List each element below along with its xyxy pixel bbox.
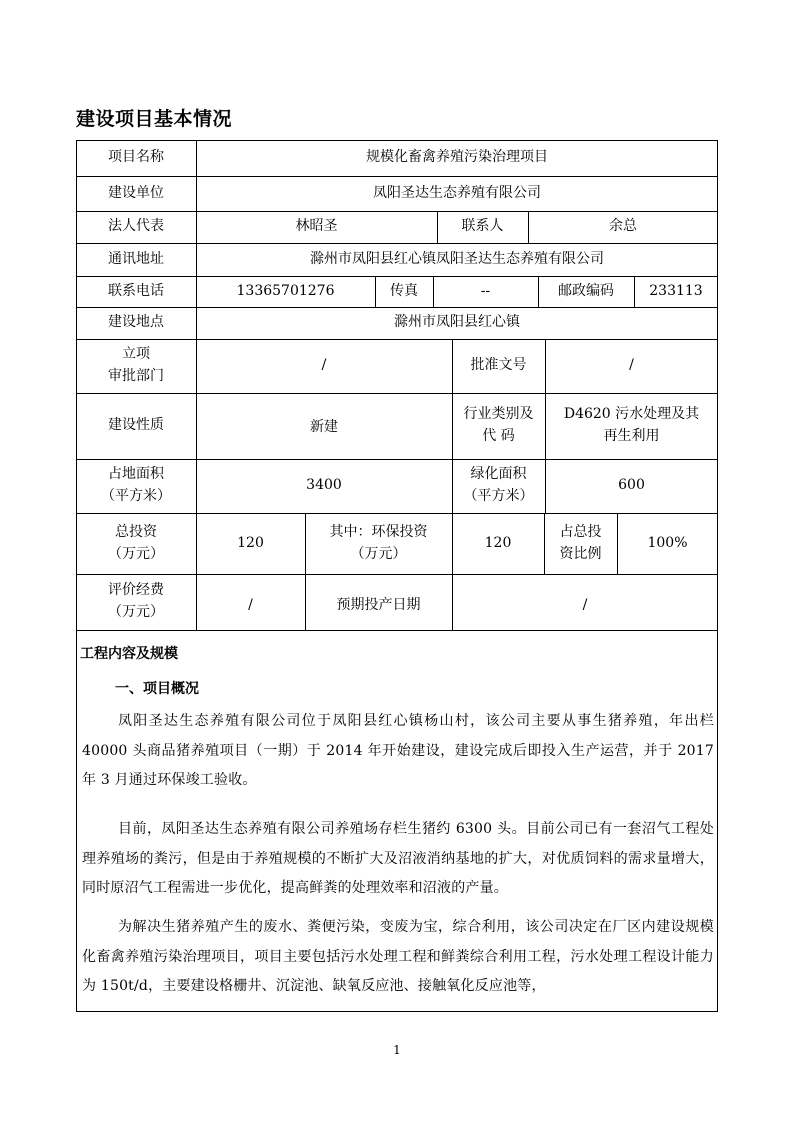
industry-value xyxy=(545,393,718,459)
industry-label-line2: 代 码 xyxy=(482,428,515,444)
approval-dept-label xyxy=(76,339,196,393)
total-invest-value: 120 xyxy=(237,534,264,551)
page-title: 建设项目基本情况 xyxy=(76,108,233,130)
area-label-line1: 占地面积 xyxy=(108,466,164,483)
phone-label: 联系电话 xyxy=(108,282,164,299)
total-invest-label-line2: （万元） xyxy=(108,545,164,562)
page-number: 1 xyxy=(393,1043,401,1057)
industry-value-line1: D4620 污水处理及其 xyxy=(563,406,700,423)
total-invest-label xyxy=(76,513,196,574)
unit-label: 建设单位 xyxy=(108,184,164,201)
paragraph-2: 目前，凤阳圣达生态养殖有限公司养殖场存栏生猪约 6300 头。目前公司已有一套沼气工程处理养殖场的粪污，但是由于养殖规模的不断扩大及沼液消纳基地的扩大，对优质饲料的需求量增大，同时原沼气工程需进一步优化，提高鲜粪的处理效率和沼液的产量。 xyxy=(82,821,714,896)
unit-value: 凤阳圣达生态养殖有限公司 xyxy=(373,184,541,201)
green-area-label xyxy=(452,459,545,513)
nature-label: 建设性质 xyxy=(108,417,164,434)
green-area-label-line2: （平方米） xyxy=(463,488,534,504)
location-label: 建设地点 xyxy=(108,314,164,331)
area-label-line2: （平方米） xyxy=(101,488,171,504)
start-date-label: 预期投产日期 xyxy=(336,597,421,614)
postcode-label: 邮政编码 xyxy=(558,282,614,299)
approval-dept-value: / xyxy=(321,357,327,374)
paragraph-3: 为解决生猪养殖产生的废水、粪便污染，变废为宝，综合利用，该公司决定在厂区内建设规模化畜禽养殖污染治理项目，项目主要包括污水处理工程和鲜粪综合利用工程，污水处理工程设计能力为 150t/d，主要建设格栅井、沉淀池、缺氧反应池、接触氧化反应池等， xyxy=(82,919,714,994)
green-area-label-line1: 绿化面积 xyxy=(470,466,527,483)
subheading: 一、项目概况 xyxy=(115,681,199,697)
total-invest-label-line1: 总投资 xyxy=(115,523,157,540)
eval-fee-label-line1: 评价经费 xyxy=(108,582,164,599)
contact-label: 联系人 xyxy=(461,218,504,235)
section-title: 工程内容及规模 xyxy=(80,646,178,662)
env-invest-label-line2: （万元） xyxy=(350,545,407,562)
approval-doc-value: / xyxy=(629,357,634,374)
env-invest-value: 120 xyxy=(484,534,512,551)
approval-doc-label: 批准文号 xyxy=(470,357,527,374)
project-name-label: 项目名称 xyxy=(108,149,164,166)
industry-label xyxy=(452,393,545,459)
legal-rep-label: 法人代表 xyxy=(108,218,164,235)
address-value: 滁州市凤阳县红心镇凤阳圣达生态养殖有限公司 xyxy=(310,250,604,267)
legal-rep-value: 林昭圣 xyxy=(295,218,338,235)
env-invest-label-line1: 其中：环保投资 xyxy=(329,523,428,540)
eval-fee-label xyxy=(76,574,196,630)
env-invest-label xyxy=(305,513,452,574)
paragraph-1: 凤阳圣达生态养殖有限公司位于凤阳县红心镇杨山村，该公司主要从事生猪养殖，年出栏 40000 头商品猪养殖项目（一期）于 2014 年开始建设，建设完成后即投入生产运营，并于 2017 年 3 月通过环保竣工验收。 xyxy=(82,713,714,788)
fax-label: 传真 xyxy=(390,282,418,299)
invest-ratio-value: 100% xyxy=(647,534,688,551)
postcode-value: 233113 xyxy=(649,282,703,299)
fax-value: -- xyxy=(480,282,491,299)
eval-fee-value: / xyxy=(248,597,253,614)
invest-ratio-label-line1: 占总投 xyxy=(559,523,602,540)
phone-value: 13365701276 xyxy=(236,282,335,299)
area-label xyxy=(76,459,196,513)
eval-fee-label-line2: （万元） xyxy=(108,604,164,620)
area-value: 3400 xyxy=(306,477,342,494)
green-area-value: 600 xyxy=(618,477,645,494)
nature-value: 新建 xyxy=(310,419,338,436)
start-date-value: / xyxy=(582,597,588,614)
industry-value-line2: 再生利用 xyxy=(603,428,660,444)
approval-dept-label-line1: 立项 xyxy=(122,346,150,363)
project-name-value: 规模化畜禽养殖污染治理项目 xyxy=(366,149,548,166)
address-label: 通讯地址 xyxy=(108,250,164,267)
location-value: 滁州市凤阳县红心镇 xyxy=(394,314,520,331)
industry-label-line1: 行业类别及 xyxy=(463,406,534,423)
invest-ratio-label-line2: 资比例 xyxy=(559,545,602,562)
approval-dept-label-line2: 审批部门 xyxy=(108,368,164,384)
invest-ratio-label xyxy=(544,513,617,574)
contact-value: 余总 xyxy=(609,218,637,235)
